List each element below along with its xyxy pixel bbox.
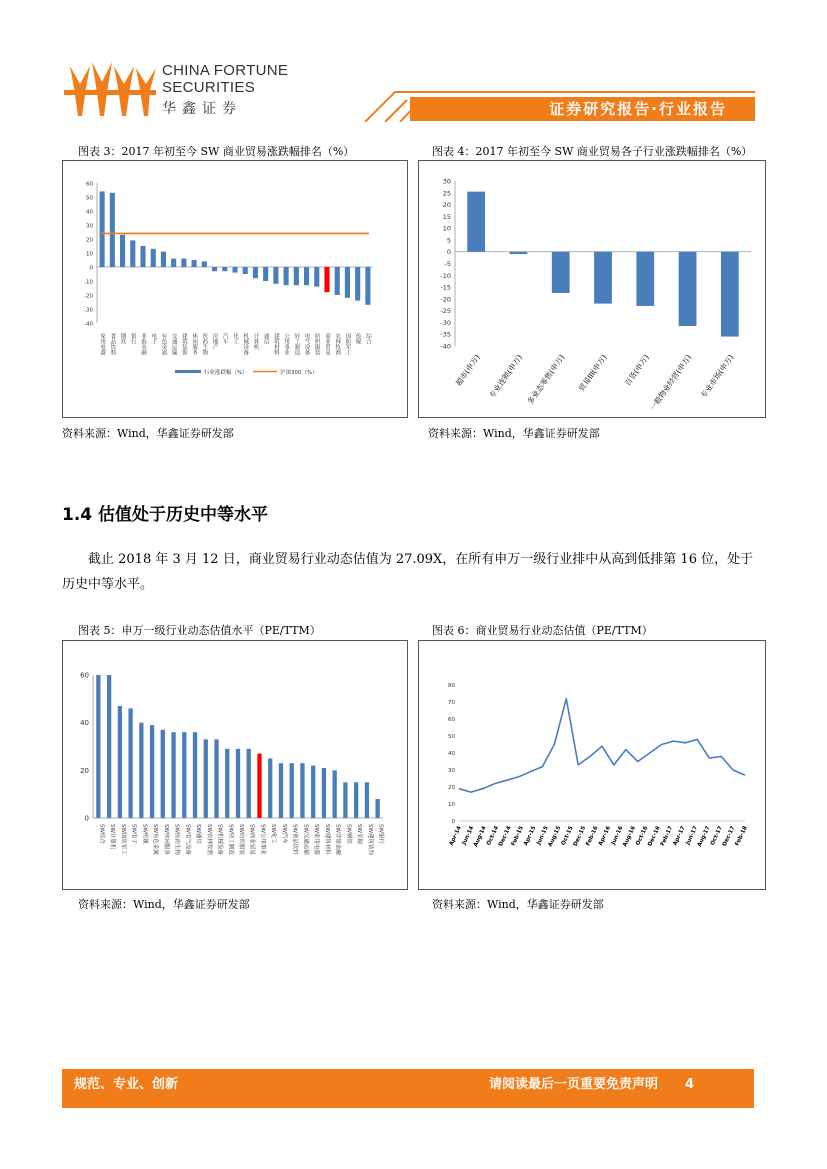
bar: [225, 749, 229, 818]
x-tick-label: 商业贸易: [324, 333, 330, 355]
bar: [311, 766, 315, 818]
fig5-caption: 图表 5：申万一级行业动态估值水平（PE/TTM）: [78, 624, 321, 637]
y-tick-label: 30: [86, 223, 93, 230]
x-tick-label: 公用事业: [283, 333, 290, 355]
bar: [192, 260, 197, 267]
x-tick-label: SW有色金属: [152, 824, 159, 855]
bar: [181, 259, 186, 267]
x-tick-label: SW非银金融: [334, 824, 341, 855]
fig3-caption: 图表 3：2017 年初至今 SW 商业贸易涨跌幅排名（%）: [78, 145, 355, 158]
bar: [322, 768, 326, 818]
bar: [273, 267, 278, 284]
x-tick-label: 超市(申万): [453, 352, 482, 388]
bar: [354, 782, 358, 818]
x-tick-label: SW建筑材料: [323, 824, 330, 855]
fig5-panel: [62, 640, 408, 890]
bar: [110, 193, 115, 267]
x-tick-label: 银行: [129, 333, 136, 344]
bar: [161, 730, 165, 818]
x-tick-label: Jun-16: [610, 825, 625, 846]
x-tick-label: Dec-17: [721, 825, 737, 848]
x-tick-label: SW交通运输: [302, 824, 309, 855]
bar: [214, 739, 218, 818]
x-tick-label: 化工: [232, 333, 238, 344]
x-tick-label: 交通运输: [170, 333, 177, 355]
logo-mark-icon: [62, 58, 157, 120]
y-tick-label: 10: [442, 224, 451, 233]
bar: [118, 706, 122, 818]
y-tick-label: 20: [86, 237, 93, 244]
x-tick-label: Oct-15: [560, 825, 575, 847]
fig5-chart: [63, 641, 407, 889]
x-tick-label: 农林牧渔: [334, 333, 341, 355]
x-tick-label: Feb-18: [734, 825, 749, 848]
legend-label-bar: 行业涨跌幅（%）: [204, 370, 248, 376]
x-tick-label: 钢铁: [119, 333, 126, 344]
x-tick-label: Apr-14: [448, 825, 463, 847]
x-tick-label: Feb-16: [585, 825, 600, 848]
bar: [222, 267, 227, 271]
x-tick-label: 电子: [150, 333, 157, 344]
bar: [335, 267, 340, 295]
y-tick-label: 0: [451, 819, 455, 825]
fig4-panel: [418, 160, 766, 418]
y-tick-label: 30: [448, 768, 455, 774]
y-tick-label: -40: [84, 321, 93, 328]
x-tick-label: 休闲服务: [191, 333, 198, 355]
y-tick-label: 30: [442, 177, 451, 186]
bar: [232, 267, 237, 273]
x-tick-label: Jun-15: [536, 825, 550, 846]
bar: [243, 267, 248, 274]
x-tick-label: Feb-17: [659, 825, 675, 848]
y-tick-label: 15: [442, 212, 451, 221]
section-title: 1.4 估值处于历史中等水平: [62, 505, 269, 525]
bar: [182, 732, 186, 818]
y-tick-label: 20: [442, 201, 451, 210]
y-tick-label: 20: [80, 766, 89, 775]
bar: [594, 252, 612, 304]
x-tick-label: Apr-15: [523, 825, 538, 847]
page-number: 4: [684, 1077, 694, 1092]
x-tick-label: SW休闲服务: [162, 824, 169, 855]
x-tick-label: 有色金属: [160, 333, 167, 355]
x-tick-label: 多业态零售(申万): [525, 352, 567, 406]
x-tick-label: Oct-16: [635, 825, 650, 847]
bar: [552, 252, 570, 293]
x-tick-label: Apr-17: [672, 825, 687, 847]
report-type-label: 证券研究报告·行业报告: [549, 100, 727, 118]
x-tick-label: Apr-16: [597, 825, 613, 847]
x-tick-label: 汽车: [221, 333, 228, 344]
bar: [721, 252, 739, 337]
bar: [343, 782, 347, 818]
bar: [375, 799, 379, 818]
bar: [268, 758, 272, 818]
y-tick-label: 25: [442, 189, 451, 198]
x-tick-label: 建筑材料: [272, 333, 279, 355]
x-tick-label: 建筑装饰: [180, 333, 187, 355]
y-tick-label: 0: [89, 265, 93, 272]
y-tick-label: 20: [448, 785, 455, 791]
bar: [96, 675, 100, 818]
x-tick-label: 百货(申万): [622, 352, 651, 388]
bar: [128, 708, 132, 818]
x-tick-label: Dec-15: [572, 825, 588, 848]
bar: [636, 252, 654, 306]
y-tick-label: 70: [448, 700, 455, 706]
bar: [304, 267, 309, 285]
bar: [212, 267, 217, 271]
x-tick-label: 专业连锁(申万): [487, 352, 525, 400]
bar: [130, 240, 135, 267]
section-paragraph: 截止 2018 年 3 月 12 日，商业贸易行业动态估值为 27.09X，在所有申万一级行业排中从高到低排第 16 位，处于历史中等水平。: [62, 552, 754, 592]
x-tick-label: SW食品饮料: [291, 824, 298, 855]
company-name-line1: CHINA FORTUNE: [162, 62, 289, 79]
legend-swatch-bar: [175, 370, 201, 373]
x-tick-label: 食品饮料: [109, 333, 116, 355]
bar: [171, 259, 176, 267]
y-tick-label: -15: [440, 283, 451, 292]
bar: [247, 749, 251, 818]
x-tick-label: SW医药生物: [173, 824, 180, 855]
fig6-caption: 图表 6：商业贸易行业动态估值（PE/TTM）: [432, 624, 653, 637]
bar: [284, 267, 289, 285]
bar: [120, 235, 125, 267]
y-tick-label: -25: [440, 307, 451, 316]
x-tick-label: 电气设备: [303, 333, 310, 355]
y-tick-label: 80: [448, 683, 455, 689]
fig4-chart: [419, 161, 765, 417]
x-tick-label: 轻工制造: [293, 333, 300, 355]
x-tick-label: SW家用电器: [313, 824, 320, 855]
bar: [294, 267, 299, 285]
series-line: [459, 699, 745, 793]
fig6-source: 资料来源：Wind，华鑫证券研发部: [432, 898, 604, 911]
y-tick-label: -30: [84, 307, 93, 314]
x-tick-label: 机械设备: [242, 333, 249, 355]
bar: [510, 252, 528, 254]
bar: [100, 191, 105, 267]
x-tick-label: SW电气设备: [184, 824, 191, 855]
x-tick-label: 房地产: [211, 333, 218, 350]
y-tick-label: -20: [440, 295, 451, 304]
x-tick-label: 专业市场(申万): [698, 352, 736, 400]
y-tick-label: 5: [446, 236, 451, 245]
y-tick-label: 40: [86, 209, 93, 216]
bar: [314, 267, 319, 287]
x-tick-label: Feb-15: [510, 825, 525, 848]
y-tick-label: 0: [84, 814, 89, 823]
fig6-chart: [419, 641, 765, 889]
x-tick-label: SW汽车: [280, 824, 287, 844]
bar: [140, 246, 145, 267]
x-tick-label: 计算机: [252, 333, 259, 350]
bar: [257, 754, 261, 818]
x-tick-label: Jun-14: [461, 825, 476, 846]
x-tick-label: 传媒: [354, 333, 361, 344]
y-tick-label: 10: [448, 802, 455, 808]
x-tick-label: Oct-17: [709, 825, 724, 847]
bar: [365, 782, 369, 818]
bar: [279, 763, 283, 818]
x-tick-label: Aug-16: [622, 825, 637, 848]
x-tick-label: SW商业贸易: [248, 824, 255, 855]
x-tick-label: 非银金融: [140, 333, 146, 355]
bar: [150, 725, 154, 818]
x-tick-label: 国防军工: [344, 333, 351, 355]
bar: [253, 267, 258, 278]
x-tick-label: Dec-14: [498, 825, 513, 848]
x-tick-label: SW传媒: [141, 824, 148, 844]
y-tick-label: -10: [84, 279, 93, 286]
bar: [171, 732, 175, 818]
bar: [202, 261, 207, 267]
x-tick-label: 贸易III(申万): [576, 352, 609, 393]
x-tick-label: Oct-14: [486, 825, 501, 847]
y-tick-label: 60: [80, 671, 89, 680]
x-tick-label: SW化工: [270, 824, 277, 844]
fig5-source: 资料来源：Wind，华鑫证券研发部: [78, 898, 250, 911]
y-tick-label: 10: [86, 251, 93, 258]
x-tick-label: SW纺织服装: [238, 824, 244, 855]
x-tick-label: SW采掘: [356, 824, 363, 844]
x-tick-label: 综合: [364, 333, 371, 344]
y-tick-label: 60: [448, 717, 455, 723]
company-name-en: [162, 62, 288, 96]
y-tick-label: -40: [440, 342, 451, 351]
fig3-source: 资料来源：Wind，华鑫证券研发部: [62, 427, 234, 440]
x-tick-label: SW银行: [377, 824, 384, 844]
fig4-caption: 图表 4：2017 年初至今 SW 商业贸易各子行业涨跌幅排名（%）: [432, 145, 753, 158]
x-tick-label: SW农林牧渔: [205, 824, 212, 855]
x-tick-label: SW公用事业: [259, 824, 266, 855]
x-tick-label: 医药生物: [201, 333, 208, 355]
x-tick-label: SW综合: [98, 824, 105, 844]
bar: [236, 749, 240, 818]
x-tick-label: Aug-14: [472, 825, 488, 848]
x-tick-label: SW钢铁: [345, 824, 352, 844]
y-tick-label: -30: [440, 318, 451, 327]
y-tick-label: 50: [86, 195, 93, 202]
x-tick-label: 通信: [262, 333, 269, 344]
y-tick-label: -35: [440, 330, 451, 339]
y-tick-label: -20: [84, 293, 93, 300]
bar: [300, 763, 304, 818]
bar: [263, 267, 268, 281]
footer-disclaimer-link[interactable]: 请阅读最后一页重要免责声明: [488, 1077, 658, 1092]
x-tick-label: SW通信: [195, 824, 202, 844]
bar: [345, 267, 350, 298]
bar: [355, 267, 360, 301]
x-tick-label: 纺织服装: [313, 333, 320, 355]
x-tick-label: SW电子: [130, 824, 137, 844]
footer-bar: [62, 1069, 754, 1108]
footer-slogan: 规范、专业、创新: [74, 1077, 179, 1092]
bar: [679, 252, 697, 326]
y-tick-label: 0: [446, 248, 451, 257]
x-tick-label: SW轻工制造: [227, 824, 234, 855]
y-tick-label: 60: [86, 181, 93, 188]
legend-label-line: 沪深300（%）: [280, 370, 318, 376]
x-tick-label: 家用电器: [99, 333, 106, 355]
report-type-banner: [410, 97, 755, 121]
bar: [193, 732, 197, 818]
bar: [324, 267, 329, 292]
y-tick-label: -10: [440, 271, 451, 280]
y-tick-label: 40: [448, 751, 455, 757]
x-tick-label: Jun-17: [685, 825, 700, 846]
bar: [467, 192, 485, 252]
x-tick-label: SW计算机: [109, 824, 116, 850]
fig6-panel: [418, 640, 766, 890]
x-tick-label: Aug-17: [696, 825, 712, 848]
y-tick-label: -5: [444, 260, 451, 268]
x-tick-label: SW国防军工: [119, 824, 126, 855]
y-tick-label: 50: [448, 734, 455, 740]
fig3-panel: [62, 160, 408, 418]
x-tick-label: SW机械设备: [216, 824, 223, 855]
company-name-line2: SECURITIES: [162, 79, 256, 96]
bar: [204, 739, 208, 818]
bar: [151, 249, 156, 267]
bar: [161, 252, 166, 267]
bar: [139, 723, 143, 818]
company-name-cn: 华鑫证券: [162, 101, 242, 117]
x-tick-label: Aug-15: [547, 825, 563, 848]
fig4-source: 资料来源：Wind，华鑫证券研发部: [428, 427, 600, 440]
y-tick-label: 40: [80, 719, 89, 728]
fig3-chart: [63, 161, 407, 417]
bar: [107, 675, 111, 818]
logo: [62, 58, 157, 120]
x-tick-label: SW建筑装饰: [366, 824, 373, 855]
bar: [333, 770, 337, 818]
x-tick-label: 一般物业经营(申万): [648, 352, 694, 413]
bar: [290, 763, 294, 818]
x-tick-label: Dec-16: [647, 825, 662, 848]
bar: [365, 267, 370, 305]
